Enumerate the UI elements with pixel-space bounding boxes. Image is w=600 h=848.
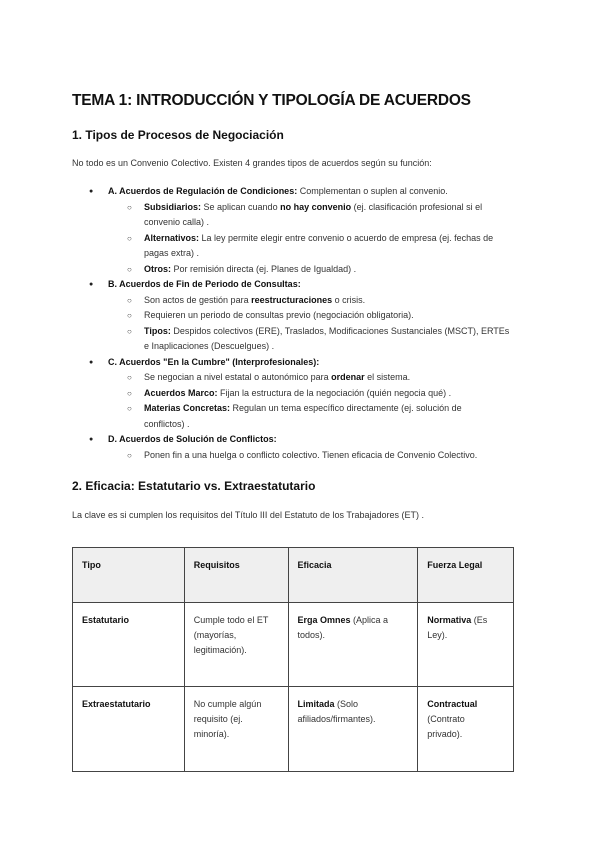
list-item-continuation: pagas extra) . [144, 248, 200, 258]
list-item: ○ Otros: Por remisión directa (ej. Planes de Igualdad) . [72, 262, 532, 278]
list-item: ○ Son actos de gestión para reestructuraciones o crisis. [72, 293, 532, 309]
table-row [73, 687, 514, 772]
cell-tipo: Estatutario [73, 603, 185, 687]
list-item: ○ Tipos: Despidos colectivos (ERE), Traslados, Modificaciones Sustanciales (MSCT), ERTEs [72, 324, 532, 340]
header-requisitos: Requisitos [184, 548, 288, 603]
list-item: ○ Materias Concretas: Regulan un tema específico directamente (ej. solución de [72, 401, 532, 417]
cell-eficacia: Limitada (Solo afiliados/firmantes). [288, 687, 418, 772]
section1-heading: 1. Tipos de Procesos de Negociación [72, 128, 284, 142]
cell-requisitos: Cumple todo el ET (mayorías, legitimación). [184, 603, 288, 687]
list-item-continuation: conflictos) . [144, 418, 190, 429]
list-item: ● C. Acuerdos "En la Cumbre" (Interprofesionales): [72, 355, 532, 371]
list-item: ○ Subsidiarios: Se aplican cuando no hay convenio (ej. clasificación profesional si el [72, 200, 532, 216]
list-item: ● B. Acuerdos de Fin de Periodo de Consultas: [72, 277, 532, 293]
list-item: ○ Se negocian a nivel estatal o autonómico para ordenar el sistema. [72, 370, 532, 386]
cell-tipo: Extraestatutario [73, 687, 185, 772]
cell-eficacia: Erga Omnes (Aplica a todos). [288, 603, 418, 687]
table-row [73, 603, 514, 687]
agreement-types-list [72, 184, 532, 463]
header-fuerza-legal: Fuerza Legal [418, 548, 514, 603]
list-item-continuation: convenio calla) . [144, 217, 210, 227]
header-tipo: Tipo [73, 548, 185, 603]
section1-intro: No todo es un Convenio Colectivo. Existen 4 grandes tipos de acuerdos según su función: [72, 158, 432, 168]
cell-requisitos: No cumple algún requisito (ej. minoría). [184, 687, 288, 772]
cell-fuerza-legal: Normativa (Es Ley). [418, 603, 514, 687]
list-item: ○ Ponen fin a una huelga o conflicto colectivo. Tienen eficacia de Convenio Colectivo. [72, 448, 532, 464]
section2-heading: 2. Eficacia: Estatutario vs. Extraestatutario [72, 479, 316, 493]
list-item: ● A. Acuerdos de Regulación de Condiciones: Complementan o suplen al convenio. [72, 184, 532, 200]
list-item: ○ Acuerdos Marco: Fijan la estructura de la negociación (quién negocia qué) . [72, 386, 532, 402]
section2-intro: La clave es si cumplen los requisitos del Título III del Estatuto de los Trabajadores (ET) . [72, 510, 425, 520]
list-item-continuation: e Inaplicaciones (Descuelgues) . [144, 341, 275, 351]
cell-fuerza-legal: Contractual (Contrato privado). [418, 687, 514, 772]
list-item: ○ Alternativos: La ley permite elegir entre convenio o acuerdo de empresa (ej. fechas de [72, 231, 532, 247]
list-item: ● D. Acuerdos de Solución de Conflictos: [72, 432, 532, 448]
page-title: TEMA 1: INTRODUCCIÓN Y TIPOLOGÍA DE ACUERDOS [72, 92, 471, 109]
efficacy-table [72, 547, 514, 772]
table-header-row [73, 548, 514, 603]
header-eficacia: Eficacia [288, 548, 418, 603]
list-item: ○ Requieren un periodo de consultas previo (negociación obligatoria). [72, 308, 532, 324]
